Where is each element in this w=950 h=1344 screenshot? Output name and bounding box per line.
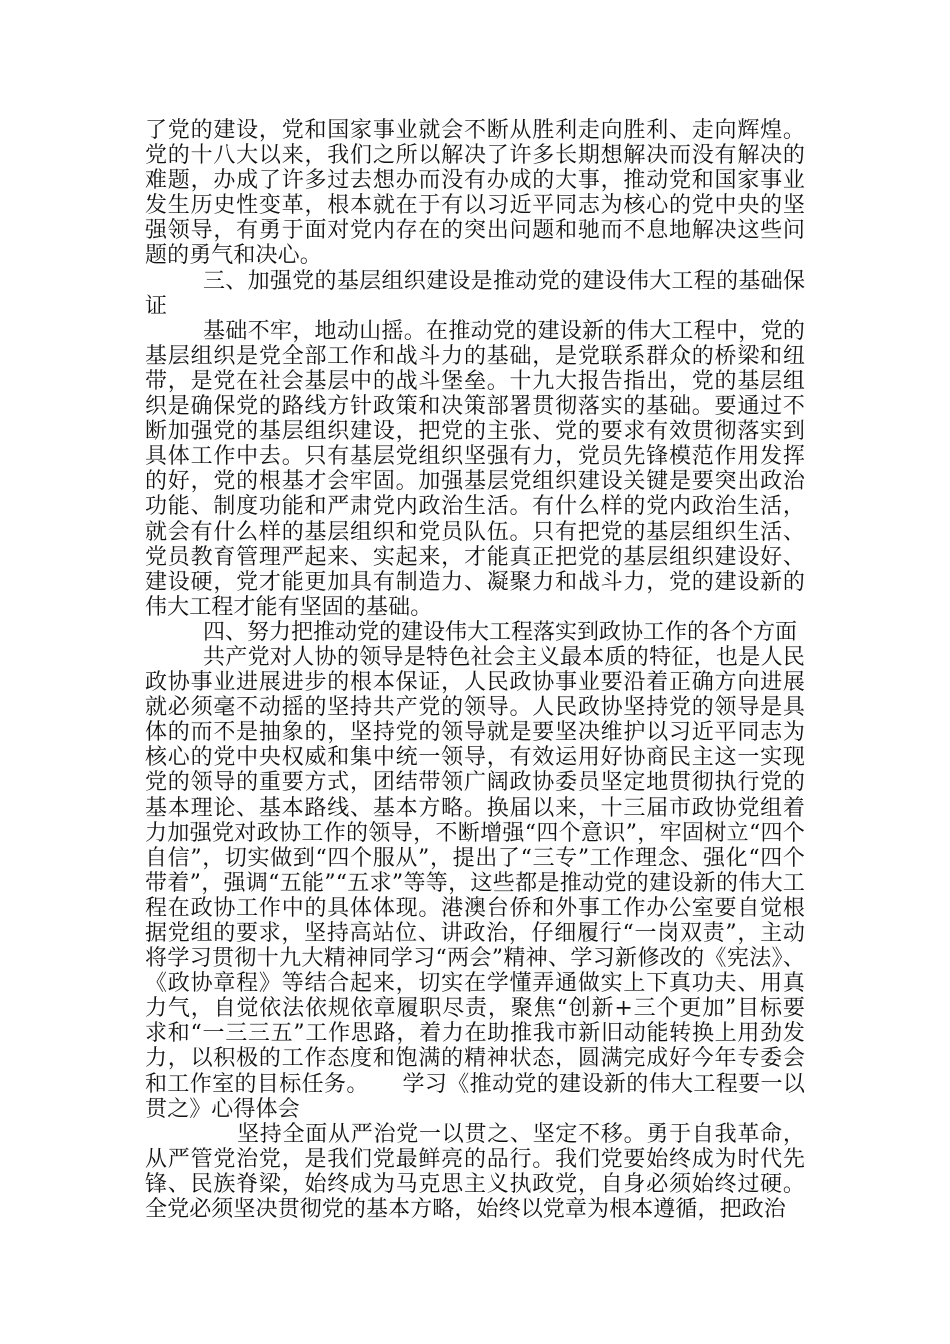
- paragraph-cppcc: 共产党对人协的领导是特色社会主义最本质的特征，也是人民政协事业进展进步的根本保证，人民政协事业要沿着正确方向进展就必须毫不动摇的坚持共产党的领导。人民政协坚持党的领导是具体的而不是抽象的，坚持党的领导就是要坚决维护以习近平同志为核心的党中央权威和集中统一领导，有效运用好协商民主这一实现党的领导的重要方式，团结带领广阔政协委员坚定地贯彻执行党的基本理论、基本路线、基本方略。换届以来，十三届市政协党组着力加强党对政协工作的领导，不断增强“四个意识”，牢固树立“四个自信”，切实做到“四个服从”，提出了“三专”工作理念、强化“四个带着”，强调“五能”“五求”等等，这些都是推动党的建设新的伟大工程在政协工作中的具体体现。港澳台侨和外事工作办公室要自觉根据党组的要求，坚持高站位、讲政治，仔细履行“一岗双责”，主动将学习贯彻十九大精神同学习“两会”精神、学习新修改的《宪法》、《政协章程》等结合起来，切实在学懂弄通做实上下真功夫、用真力气，自觉依法依规依章履职尽责，聚焦“创新+三个更加”目标要求和“一三三五”工作思路，着力在助推我市新旧动能转换上用劲发力，以积极的工作态度和饱满的精神状态，圆满完成好今年专委会和工作室的目标任务。 学习《推动党的建设新的伟大工程要一以贯之》心得体会: [145, 644, 805, 1122]
- document-page: [145, 118, 805, 1222]
- section-heading-four: 四、努力把推动党的建设伟大工程落实到政协工作的各个方面: [203, 619, 798, 645]
- paragraph-strict-governance: 坚持全面从严治党一以贯之、坚定不移。勇于自我革命，从严管党治党，是我们党最鲜亮的品行。我们党要始终成为时代先锋、民族脊梁，始终成为马克思主义执政党，自身必须始终过硬。全党必须坚决贯彻党的基本方略，始终以党章为根本遵循，把政治: [145, 1121, 805, 1223]
- paragraph-grassroots: 基础不牢，地动山摇。在推动党的建设新的伟大工程中，党的基层组织是党全部工作和战斗力的基础，是党联系群众的桥梁和纽带，是党在社会基层中的战斗堡垒。十九大报告指出，党的基层组织是确保党的路线方针政策和决策部署贯彻落实的基础。要通过不断加强党的基层组织建设，把党的主张、党的要求有效贯彻落实到具体工作中去。只有基层党组织坚强有力，党员先锋模范作用发挥的好，党的根基才会牢固。加强基层党组织建设关键是要突出政治功能、制度功能和严肃党内政治生活。有什么样的党内政治生活，就会有什么样的基层组织和党员队伍。只有把党的基层组织生活、党员教育管理严起来、实起来，才能真正把党的基层组织建设好、建设硬，党才能更加具有制造力、凝聚力和战斗力，党的建设新的伟大工程才能有坚固的基础。: [145, 318, 805, 620]
- section-heading-three: 三、加强党的基层组织建设是推动党的建设伟大工程的基础保证: [145, 268, 805, 319]
- paragraph-continuation: 了党的建设，党和国家事业就会不断从胜利走向胜利、走向辉煌。党的十八大以来，我们之所以解决了许多长期想解决而没有解决的难题，办成了许多过去想办而没有办成的大事，推动党和国家事业发生历史性变革，根本就在于有以习近平同志为核心的党中央的坚强领导，有勇于面对党内存在的突出问题和驰而不息地解决这些问题的勇气和决心。: [145, 118, 805, 269]
